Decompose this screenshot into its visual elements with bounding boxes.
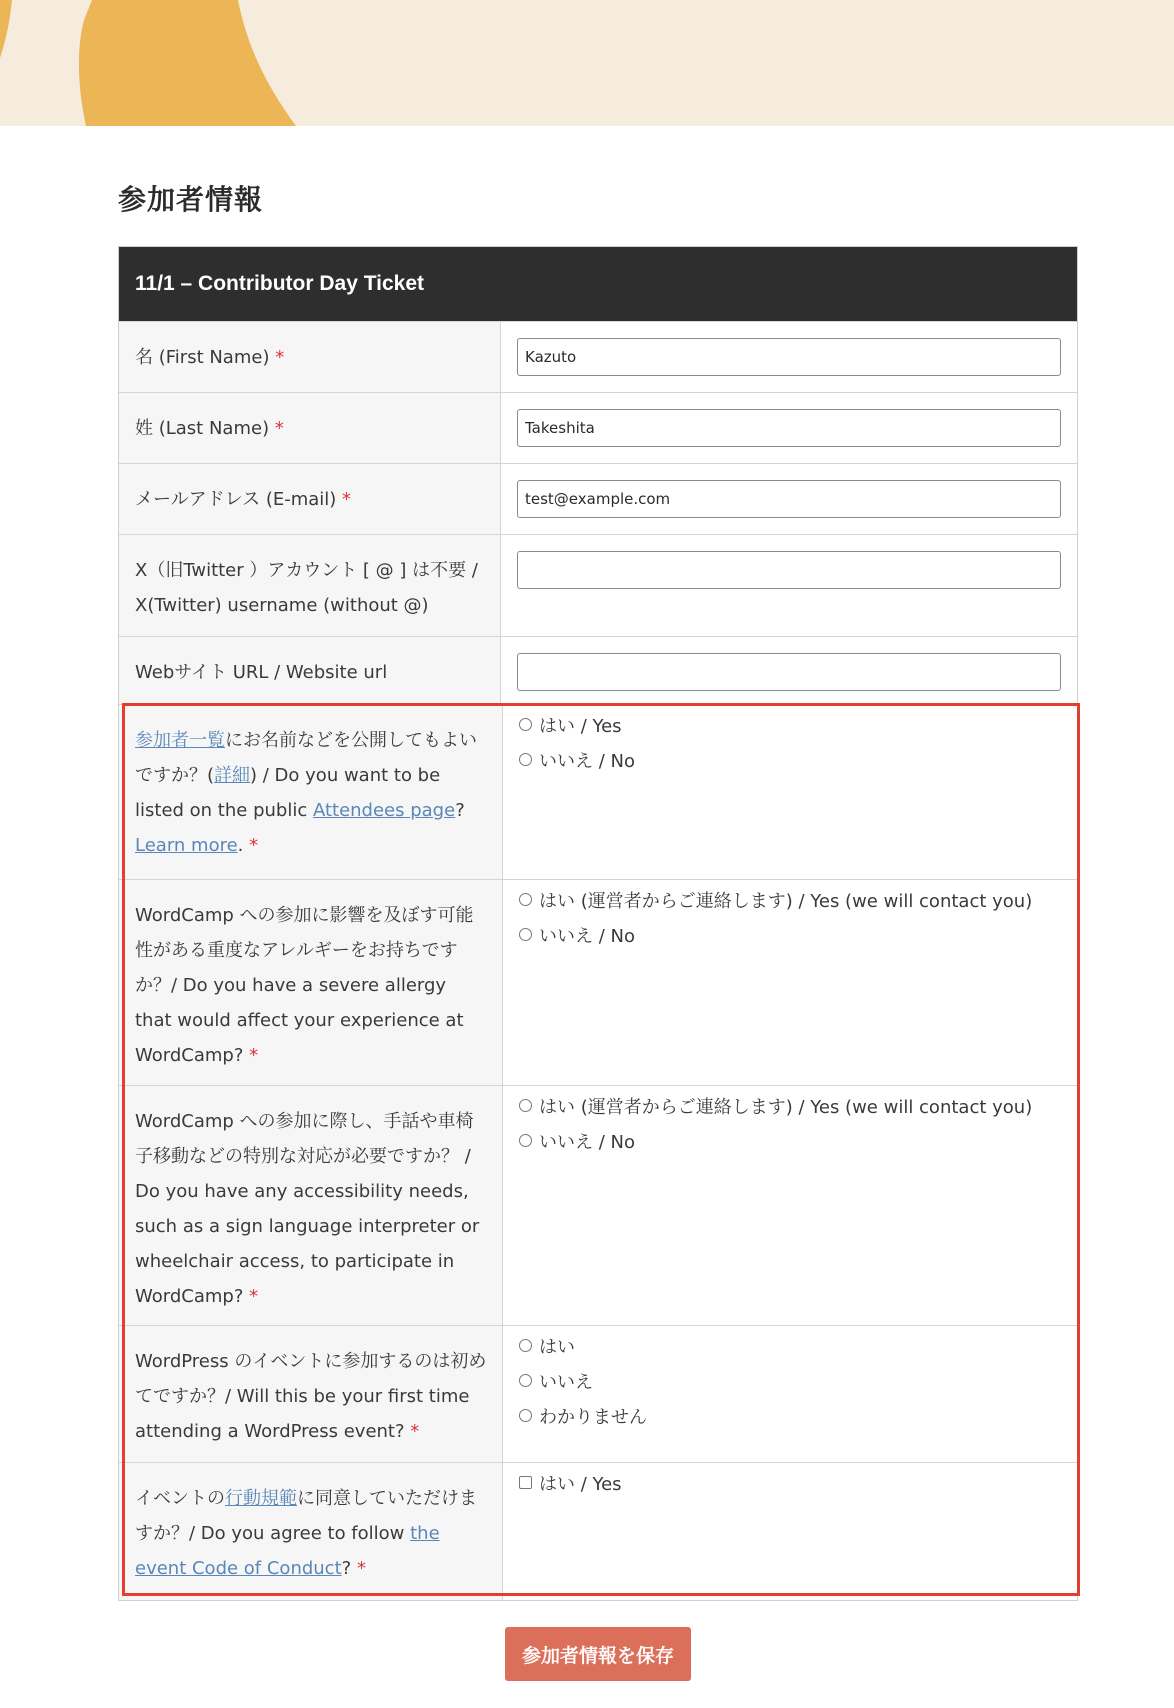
radio-button[interactable]: [519, 753, 532, 766]
learn-more-link[interactable]: Learn more: [135, 835, 238, 856]
radio-button[interactable]: [519, 1374, 532, 1387]
radio-button[interactable]: [519, 718, 532, 731]
first-name-field[interactable]: [517, 338, 1061, 376]
attendees-yes-option[interactable]: はい / Yes: [519, 707, 1061, 742]
checkbox[interactable]: [519, 1476, 532, 1489]
code-of-conduct-link[interactable]: the event Code of Conduct: [135, 1523, 440, 1579]
last-name-field[interactable]: [517, 409, 1061, 447]
last-name-label: 姓 (Last Name) *: [119, 393, 501, 463]
first-time-no-option[interactable]: いいえ: [519, 1363, 1061, 1398]
accessibility-no-option[interactable]: いいえ / No: [519, 1123, 1061, 1158]
first-name-row: [119, 321, 1077, 392]
accessibility-row: [119, 1085, 1077, 1325]
accessibility-yes-option[interactable]: はい (運営者からご連絡します) / Yes (we will contact you): [519, 1088, 1061, 1123]
page-title: 参加者情報: [118, 183, 264, 216]
email-field[interactable]: [517, 480, 1061, 518]
email-row: [119, 463, 1077, 534]
attendees-no-option[interactable]: いいえ / No: [519, 742, 1061, 777]
first-time-yes-option[interactable]: はい: [519, 1328, 1061, 1363]
coc-agree-option[interactable]: はい / Yes: [519, 1465, 1061, 1500]
attendees-question-label: 参加者一覧にお名前などを公開してもよいですか？(詳細) / Do you want to be listed on the public Attendees page? Learn more. *: [119, 705, 503, 879]
attendees-list-link[interactable]: 参加者一覧: [135, 730, 225, 751]
radio-button[interactable]: [519, 1339, 532, 1352]
accessibility-question-label: WordCamp への参加に際し、手話や車椅子移動などの特別な対応が必要ですか？ / Do you have any accessibility needs, such as a sign language interpreter or wheelchair access, to participate in WordCamp? *: [119, 1086, 503, 1325]
code-of-conduct-jp-link[interactable]: 行動規範: [225, 1488, 297, 1509]
radio-button[interactable]: [519, 1134, 532, 1147]
website-row: [119, 636, 1077, 704]
decorative-blob-shapes: [0, 0, 1174, 126]
ticket-title: 11/1 – Contributor Day Ticket: [119, 247, 1077, 321]
radio-button[interactable]: [519, 928, 532, 941]
twitter-username-field[interactable]: [517, 551, 1061, 589]
save-attendee-info-button[interactable]: 参加者情報を保存: [505, 1627, 691, 1681]
radio-button[interactable]: [519, 1409, 532, 1422]
website-label: Webサイト URL / Website url: [119, 637, 501, 704]
radio-button[interactable]: [519, 1099, 532, 1112]
twitter-label: X（旧Twitter ）アカウント [ @ ] は不要 / X(Twitter) username (without @): [119, 535, 501, 636]
attendees-page-link[interactable]: Attendees page: [312, 800, 456, 821]
attendee-form-table: [118, 246, 1078, 1601]
first-time-question-label: WordPress のイベントに参加するのは初めてですか？/ Will this be your first time attending a WordPress event? *: [119, 1326, 503, 1462]
allergy-no-option[interactable]: いいえ / No: [519, 917, 1061, 952]
details-link[interactable]: 詳細: [214, 765, 251, 786]
coc-question-label: イベントの行動規範に同意していただけますか？/ Do you agree to follow the event Code of Conduct? *: [119, 1463, 503, 1600]
twitter-row: [119, 534, 1077, 636]
allergy-yes-option[interactable]: はい (運営者からご連絡します) / Yes (we will contact you): [519, 882, 1061, 917]
code-of-conduct-row: [119, 1462, 1077, 1600]
attendees-list-row: [119, 704, 1077, 879]
first-time-unknown-option[interactable]: わかりません: [519, 1398, 1061, 1433]
header-banner: [0, 0, 1174, 126]
first-name-label: 名 (First Name) *: [119, 322, 501, 392]
website-url-field[interactable]: [517, 653, 1061, 691]
email-label: メールアドレス (E-mail) *: [119, 464, 501, 534]
radio-button[interactable]: [519, 893, 532, 906]
allergy-row: [119, 879, 1077, 1085]
last-name-row: [119, 392, 1077, 463]
first-time-row: [119, 1325, 1077, 1462]
allergy-question-label: WordCamp への参加に影響を及ぼす可能性がある重度なアレルギーをお持ちですか？/ Do you have a severe allergy that would affect your experience at WordCamp? *: [119, 880, 503, 1085]
